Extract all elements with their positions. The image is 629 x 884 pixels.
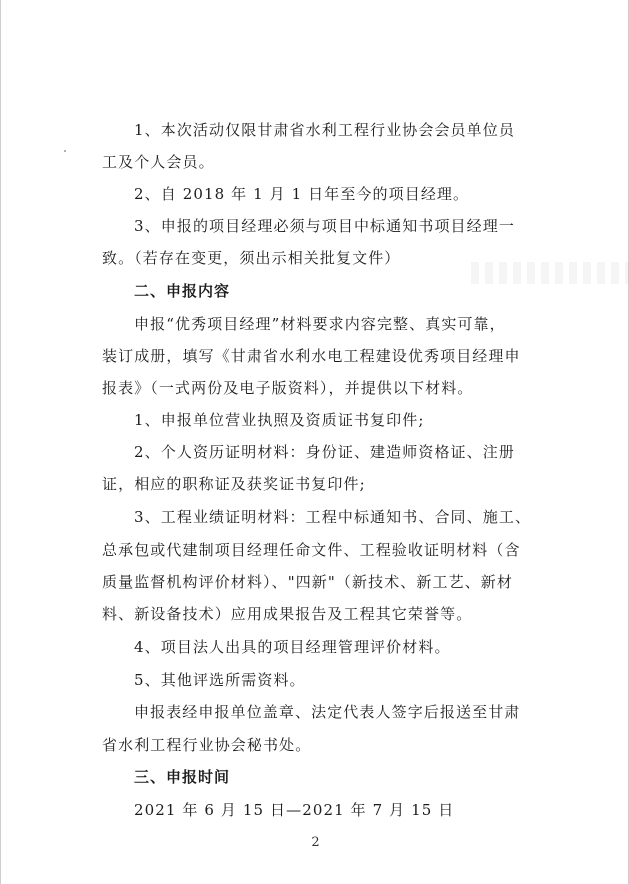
- material-item-3-line-1: 3、工程业绩证明材料：工程中标通知书、合同、施工、: [134, 508, 532, 526]
- eligibility-item-1-line-1: 1、本次活动仅限甘肃省水利工程行业协会会员单位员: [134, 121, 515, 139]
- section-2-intro-line-3: 报表》（一式两份及电子版资料），并提供以下材料。: [102, 379, 474, 397]
- material-item-5: 5、其他评选所需资料。: [134, 671, 306, 689]
- submission-line-2: 省水利工程行业协会秘书处。: [102, 736, 312, 754]
- application-dates: 2021 年 6 月 15 日—2021 年 7 月 15 日: [134, 801, 455, 819]
- eligibility-item-3-line-1: 3、申报的项目经理必须与项目中标通知书项目经理一: [134, 217, 515, 235]
- page-number: 2: [311, 835, 320, 850]
- material-item-4: 4、项目法人出具的项目经理管理评价材料。: [134, 638, 451, 656]
- material-item-2-line-1: 2、个人资历证明材料：身份证、建造师资格证、注册: [134, 443, 515, 461]
- eligibility-item-2: 2、自 2018 年 1 月 1 日年至今的项目经理。: [134, 185, 470, 203]
- submission-line-1: 申报表经申报单位盖章、法定代表人签字后报送至甘肃: [134, 703, 521, 721]
- material-item-2-line-2: 证，相应的职称证及获奖证书复印件;: [102, 475, 366, 493]
- material-item-3-line-2: 总承包或代建制项目经理任命文件、工程验收证明材料（含: [102, 541, 521, 559]
- section-3-heading: 三、申报时间: [134, 768, 231, 786]
- material-item-3-line-3: 质量监督机构评价材料）、"四新"（新技术、新工艺、新材: [102, 573, 514, 591]
- eligibility-item-3-line-2: 致。（若存在变更，须出示相关批复文件）: [102, 249, 401, 267]
- material-item-3-line-4: 料、新设备技术）应用成果报告及工程其它荣誉等。: [102, 605, 473, 623]
- section-2-heading: 二、申报内容: [134, 282, 231, 300]
- material-item-1: 1、申报单位营业执照及资质证书复印件;: [134, 411, 425, 429]
- section-2-intro-line-2: 装订成册，填写《甘肃省水利水电工程建设优秀项目经理申: [102, 347, 521, 365]
- scan-speck: [64, 150, 66, 152]
- eligibility-item-1-line-2: 工及个人会员。: [102, 153, 215, 171]
- section-2-intro-line-1: 申报“优秀项目经理”材料要求内容完整、真实可靠，: [134, 315, 506, 333]
